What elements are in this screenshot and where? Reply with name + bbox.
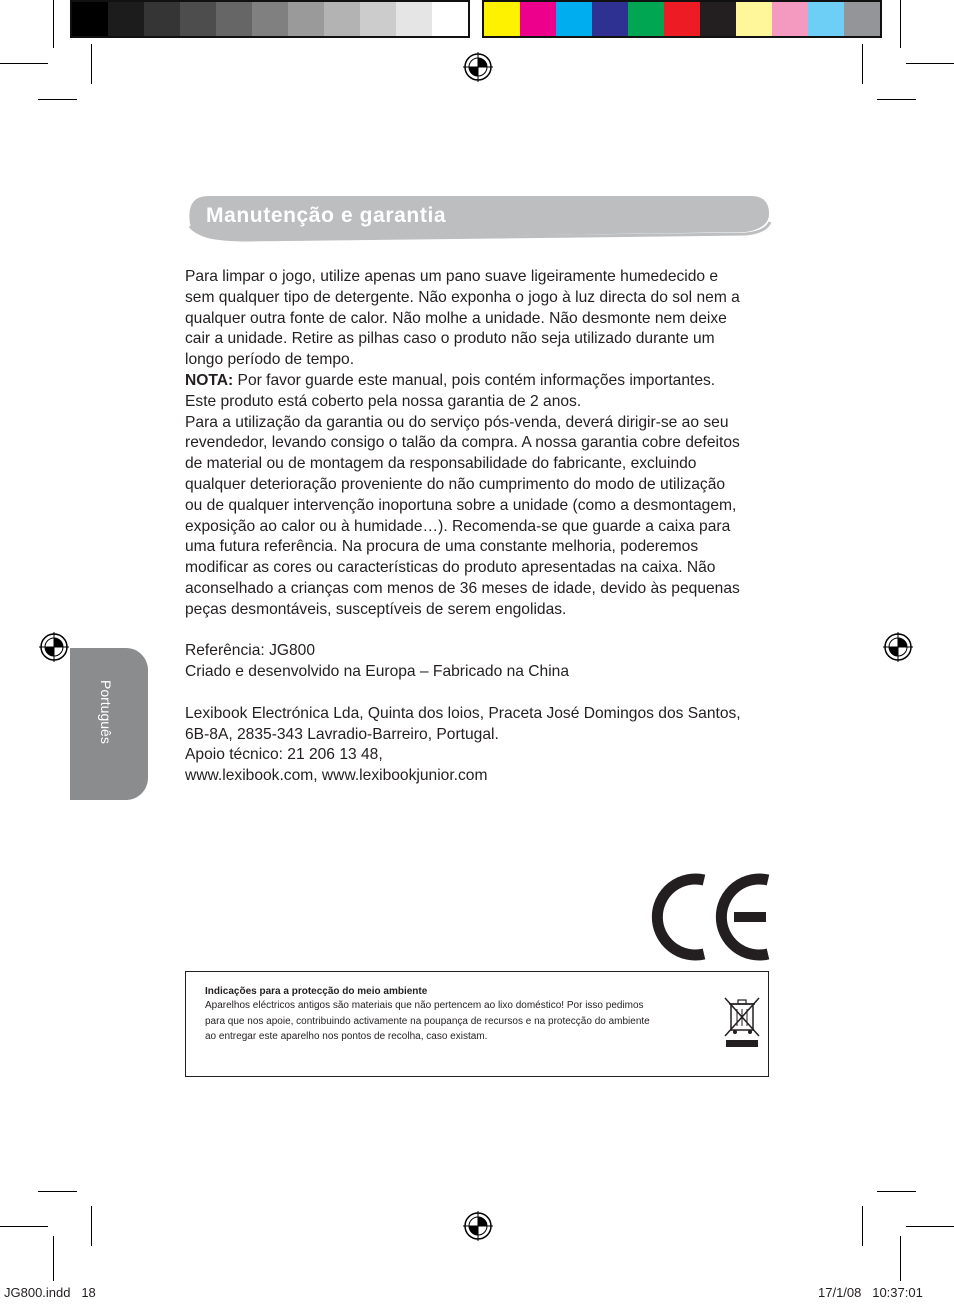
crop-mark	[862, 1206, 863, 1246]
crop-mark	[38, 99, 77, 100]
color-swatch	[360, 2, 396, 36]
color-swatch	[556, 2, 592, 36]
care-line: qualquer outra fonte de calor. Não molhe a unidade. Não desmonte nem deixe	[185, 309, 727, 327]
color-swatch	[324, 2, 360, 36]
color-swatch	[772, 2, 808, 36]
origin-line: Criado e desenvolvido na Europa – Fabricado na China	[185, 663, 570, 681]
crop-mark	[900, 1236, 901, 1281]
file-slug: JG800.indd 18	[4, 1285, 96, 1300]
warranty-text-line: aconselhado a crianças com menos de 36 meses de idade, devido às pequenas	[185, 579, 740, 597]
language-tab-label: Português	[98, 680, 114, 744]
crop-mark	[906, 1226, 954, 1227]
crop-mark	[0, 63, 48, 64]
color-swatch	[844, 2, 880, 36]
color-swatch	[664, 2, 700, 36]
note-paragraph	[185, 371, 765, 392]
warranty-text-line: qualquer deterioração proveniente do não cumprimento do modo de utilização	[185, 475, 726, 493]
care-line: sem qualquer tipo de detergente. Não exponha o jogo à luz directa do sol nem a	[185, 288, 740, 306]
warranty-text-line: revendedor, levando consigo o talão da compra. A nossa garantia cobre defeitos	[185, 434, 740, 452]
reference-line: Referência: JG800	[185, 642, 316, 660]
registration-mark-icon	[39, 632, 69, 662]
note-text: Por favor guarde este manual, pois contém informações importantes.	[233, 371, 716, 389]
warranty-text-line: uma futura referência. Na procura de uma constante melhoria, poderemos	[185, 538, 699, 556]
body-text	[185, 267, 765, 787]
crop-mark	[900, 0, 901, 48]
company-line: Lexibook Electrónica Lda, Quinta dos loios, Praceta José Domingos dos Santos,	[185, 704, 741, 722]
crop-mark	[53, 0, 54, 48]
warranty-line: Este produto está coberto pela nossa garantia de 2 anos.	[185, 392, 582, 410]
environment-notice-line: Aparelhos eléctricos antigos são materiais que não pertencem ao lixo doméstico! Por isso pedimos	[205, 1000, 644, 1011]
color-swatch	[180, 2, 216, 36]
environment-notice-box	[185, 971, 769, 1077]
crop-mark	[862, 44, 863, 84]
section-heading-banner	[186, 194, 772, 246]
warranty-text-line: exposição ao calor ou à humidade…). Recomenda-se que guarde a caixa para	[185, 517, 731, 535]
registration-mark-icon	[463, 1211, 493, 1241]
grayscale-color-bar	[70, 0, 470, 38]
registration-mark-icon	[883, 632, 913, 662]
process-color-bar	[482, 0, 882, 38]
color-swatch	[736, 2, 772, 36]
website-line: www.lexibook.com, www.lexibookjunior.com	[185, 767, 488, 785]
care-line: longo período de tempo.	[185, 351, 355, 369]
color-swatch	[72, 2, 108, 36]
color-swatch	[520, 2, 556, 36]
crop-mark	[53, 1236, 54, 1281]
support-line: Apoio técnico: 21 206 13 48,	[185, 746, 383, 764]
crossed-bin-icon	[722, 996, 762, 1050]
color-swatch	[396, 2, 432, 36]
environment-notice-line: para que nos apoie, contribuindo activamente na poupança de recursos e na protecção do ambiente	[205, 1016, 650, 1027]
warranty-text-line: ou de qualquer intervenção inoportuna sobre a unidade (como a desmontagem,	[185, 496, 737, 514]
crop-mark	[877, 99, 916, 100]
registration-mark-icon	[463, 52, 493, 82]
warranty-text-line: Para a utilização da garantia ou do serviço pós-venda, deverá dirigir-se ao seu	[185, 413, 729, 431]
color-swatch	[628, 2, 664, 36]
color-swatch	[484, 2, 520, 36]
care-line: Para limpar o jogo, utilize apenas um pano suave ligeiramente humedecido e	[185, 268, 719, 285]
color-swatch	[216, 2, 252, 36]
crop-mark	[906, 63, 954, 64]
care-line: cair a unidade. Retire as pilhas caso o produto não seja utilizado durante um	[185, 330, 715, 348]
crop-mark	[38, 1191, 77, 1192]
crop-mark	[0, 1226, 48, 1227]
environment-notice-title: Indicações para a protecção do meio ambiente	[205, 986, 428, 997]
color-swatch	[592, 2, 628, 36]
color-swatch	[252, 2, 288, 36]
timestamp-slug: 17/1/08 10:37:01	[818, 1285, 923, 1300]
warranty-text-line: modificar as cores ou características do produto apresentadas na caixa. Não	[185, 559, 716, 577]
color-swatch	[808, 2, 844, 36]
color-swatch	[108, 2, 144, 36]
page-title: Manutenção e garantia	[206, 204, 447, 227]
environment-notice-line: ao entregar este aparelho nos pontos de recolha, caso existam.	[205, 1031, 488, 1042]
color-swatch	[144, 2, 180, 36]
company-line: 6B-8A, 2835-343 Lavradio-Barreiro, Portugal.	[185, 725, 499, 743]
note-label: NOTA:	[185, 371, 234, 389]
color-swatch	[700, 2, 736, 36]
warranty-text-line: de material ou de montagem da responsabilidade do fabricante, excluindo	[185, 455, 697, 473]
crop-mark	[91, 1206, 92, 1246]
color-swatch	[288, 2, 324, 36]
crop-mark	[877, 1191, 916, 1192]
color-swatch	[432, 2, 468, 36]
ce-mark-icon	[646, 872, 772, 962]
warranty-text-line: peças desmontáveis, susceptíveis de serem engolidas.	[185, 600, 567, 618]
crop-mark	[91, 44, 92, 84]
